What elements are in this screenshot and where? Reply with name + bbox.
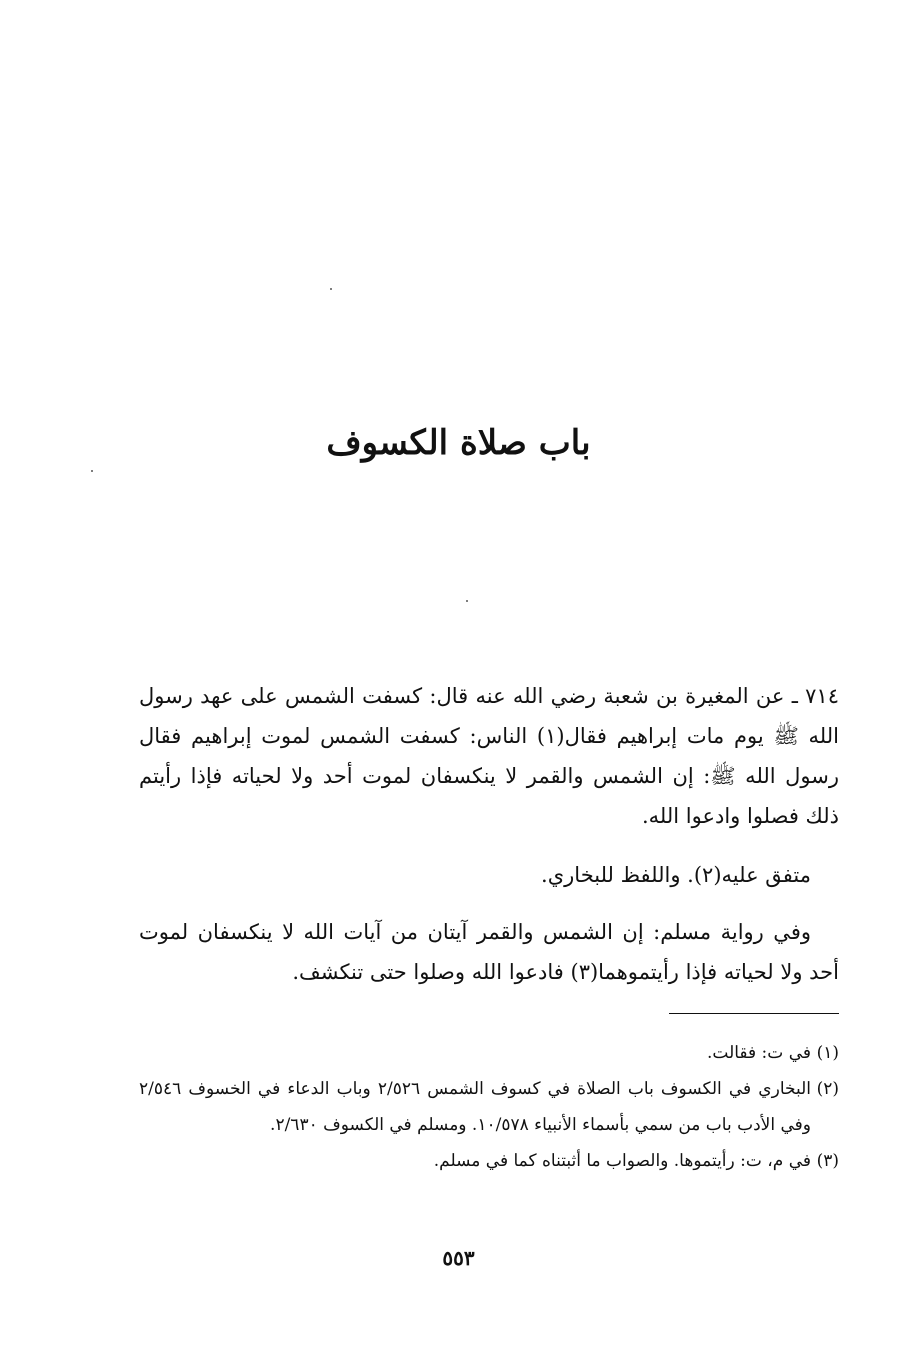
chapter-title: باب صلاة الكسوف: [326, 423, 591, 463]
footnote-number: (١): [816, 1043, 839, 1063]
muslim-narration: وفي رواية مسلم: إن الشمس والقمر آيتان من آيات الله لا ينكسفان لموت أحد ولا لحياته فإذا رأيتموهما(٣) فادعوا الله وصلوا حتى تنكشف.: [139, 920, 839, 984]
footnote-text: في م، ت: رأيتموها. والصواب ما أثبتناه كما في مسلم.: [433, 1151, 811, 1171]
hadith-agreement-note: متفق عليه(٢). واللفظ للبخاري.: [541, 863, 811, 887]
page-number: ٥٥٣: [442, 1246, 475, 1270]
footnote-divider: [669, 1013, 839, 1014]
footnote-item: [139, 1035, 839, 1071]
scan-speck: [330, 288, 332, 290]
footnote-item: [139, 1143, 839, 1179]
scan-speck: [91, 470, 93, 472]
hadith-text: ٧١٤ ـ عن المغيرة بن شعبة رضي الله عنه قال: كسفت الشمس على عهد رسول الله ﷺ يوم مات إبراهيم فقال(١) الناس: كسفت الشمس لموت إبراهيم فقال رسول الله ﷺ: إن الشمس والقمر لا ينكسفان لموت أحد ولا لحياته فإذا رأيتم ذلك فصلوا وادعوا الله.: [139, 684, 839, 828]
footnote-number: (٣): [816, 1151, 839, 1171]
footnote-number: (٢): [816, 1079, 840, 1099]
scan-speck: [466, 600, 468, 602]
footnotes-list: [139, 1035, 839, 1179]
footnote-text: في ت: فقالت.: [706, 1043, 811, 1063]
footnote-text: البخاري في الكسوف باب الصلاة في كسوف الشمس ٢/٥٢٦ وباب الدعاء في الخسوف ٢/٥٤٦ وفي الأدب باب من سمي بأسماء الأنبياء ١٠/٥٧٨. ومسلم في الكسوف ٢/٦٣٠.: [139, 1079, 812, 1135]
footnote-item: [139, 1071, 839, 1143]
